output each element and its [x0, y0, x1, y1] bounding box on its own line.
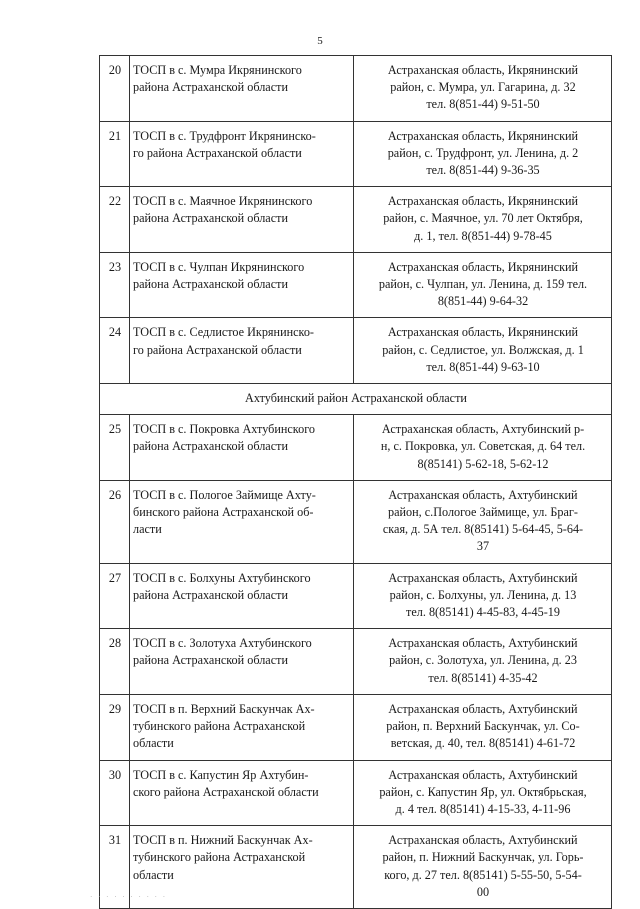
table-row [100, 187, 612, 253]
row-number: 25 [100, 415, 130, 481]
office-name-line: района Астраханской области [133, 211, 288, 226]
office-name-line: района Астраханской области [133, 277, 288, 292]
office-name-line: ТОСП в с. Пологое Займище Ахту- [133, 487, 316, 502]
office-address-line: д. 4 тел. 8(85141) 4-15-33, 4-11-96 [395, 801, 571, 816]
office-name-line: области [133, 736, 174, 751]
row-number: 21 [100, 121, 130, 187]
office-address-line: район, с. Золотуха, ул. Ленина, д. 23 [389, 653, 577, 668]
office-name [130, 187, 354, 253]
office-address-line: район, с. Капустин Яр, ул. Октябрьская, [379, 784, 587, 799]
office-name-line: ТОСП в с. Капустин Яр Ахтубин- [133, 767, 309, 782]
office-address-line: район, п. Верхний Баскунчак, ул. Со- [386, 719, 580, 734]
office-address-line: Астраханская область, Икрянинский [387, 63, 579, 77]
office-name [130, 252, 354, 318]
office-address-line: Астраханская область, Ахтубинский [388, 636, 578, 651]
office-name [130, 694, 354, 760]
office-name [130, 563, 354, 629]
row-number: 23 [100, 252, 130, 318]
office-name [130, 121, 354, 187]
table-row [100, 826, 612, 909]
office-address-line: район, с. Мумра, ул. Гагарина, д. 32 [390, 80, 576, 95]
office-name [130, 760, 354, 826]
office-address-line: Астраханская область, Ахтубинский [388, 833, 578, 848]
office-name-line: ТОСП в с. Мумра Икрянинского [133, 63, 302, 77]
table-row [100, 415, 612, 481]
registry-table [99, 55, 612, 909]
office-address-line: тел. 8(851-44) 9-63-10 [426, 359, 540, 374]
office-name-line: района Астраханской области [133, 80, 288, 95]
office-address-line: Астраханская область, Ахтубинский [388, 767, 578, 782]
office-address [354, 629, 612, 695]
table-row [100, 318, 612, 384]
table-row [100, 760, 612, 826]
row-number: 22 [100, 187, 130, 253]
section-header: Ахтубинский район Астраханской области [100, 384, 612, 415]
office-name [130, 415, 354, 481]
office-address-line: район, с. Чулпан, ул. Ленина, д. 159 тел. [378, 277, 588, 292]
office-name [130, 56, 354, 122]
office-address-line: 8(85141) 5-62-18, 5-62-12 [417, 456, 549, 471]
office-address [354, 121, 612, 187]
office-name [130, 629, 354, 695]
office-name-line: ТОСП в с. Трудфронт Икрянинско- [133, 128, 316, 143]
office-name-line: тубинского района Астраханской [133, 850, 306, 865]
office-address-line: район, с. Трудфронт, ул. Ленина, д. 2 [387, 145, 579, 160]
office-name-line: ского района Астраханской области [133, 784, 319, 799]
office-address-line: район, с.Пологое Займище, ул. Браг- [388, 505, 578, 520]
section-header-row [100, 384, 612, 415]
office-name-line: ТОСП в с. Болхуны Ахтубинского [133, 570, 311, 585]
table-row [100, 694, 612, 760]
table-row [100, 629, 612, 695]
office-address [354, 480, 612, 563]
office-name-line: бинского района Астраханской об- [133, 505, 314, 520]
office-name-line: ТОСП в с. Чулпан Икрянинского [133, 259, 305, 274]
office-name-line: ТОСП в с. Покровка Ахтубинского [133, 422, 315, 437]
office-name [130, 480, 354, 563]
office-name-line: тубинского района Астраханской [133, 719, 306, 734]
office-name-line: го района Астраханской области [133, 342, 302, 357]
office-address-line: тел. 8(851-44) 9-51-50 [426, 97, 540, 112]
row-number: 20 [100, 56, 130, 122]
row-number: 30 [100, 760, 130, 826]
registry-table-body [100, 56, 612, 909]
table-row [100, 480, 612, 563]
office-address-line: район, с. Седлистое, ул. Волжская, д. 1 [382, 342, 584, 357]
office-address [354, 56, 612, 122]
row-number: 28 [100, 629, 130, 695]
table-row [100, 121, 612, 187]
office-name-line: области [133, 867, 174, 882]
office-address-line: кого, д. 27 тел. 8(85141) 5-55-50, 5-54- [384, 867, 582, 882]
office-name-line: ТОСП в с. Золотуха Ахтубинского [133, 636, 312, 651]
table-row [100, 56, 612, 122]
office-address-line: 8(851-44) 9-64-32 [437, 294, 529, 309]
office-address-line: район, п. Нижний Баскунчак, ул. Горь- [382, 850, 584, 865]
office-address [354, 252, 612, 318]
table-row [100, 563, 612, 629]
office-address-line: тел. 8(851-44) 9-36-35 [426, 163, 540, 178]
table-row [100, 252, 612, 318]
row-number: 31 [100, 826, 130, 909]
office-name-line: района Астраханской области [133, 653, 288, 668]
office-name-line: ласти [133, 522, 162, 537]
office-address-line: 37 [476, 539, 490, 554]
office-address-line: д. 1, тел. 8(851-44) 9-78-45 [414, 228, 552, 243]
office-address-line: тел. 8(85141) 4-45-83, 4-45-19 [406, 605, 560, 620]
office-address [354, 187, 612, 253]
office-address [354, 694, 612, 760]
office-address-line: район, с. Маячное, ул. 70 лет Октября, [383, 211, 583, 226]
office-name-line: района Астраханской области [133, 587, 288, 602]
office-address-line: Астраханская область, Ахтубинский [388, 701, 578, 716]
office-name-line: района Астраханской области [133, 439, 288, 454]
row-number: 27 [100, 563, 130, 629]
office-address [354, 826, 612, 909]
office-address-line: ветская, д. 40, тел. 8(85141) 4-61-72 [390, 736, 576, 751]
row-number: 29 [100, 694, 130, 760]
office-address [354, 318, 612, 384]
scan-artifact: · · · · · · · · · · [90, 893, 168, 901]
office-name-line: ТОСП в п. Верхний Баскунчак Ах- [133, 701, 315, 716]
office-address-line: Астраханская область, Икрянинский [387, 325, 579, 340]
office-address-line: 00 [476, 884, 490, 899]
row-number: 24 [100, 318, 130, 384]
office-name-line: ТОСП в с. Седлистое Икрянинско- [133, 325, 314, 340]
page-number: 5 [317, 35, 323, 47]
office-address-line: тел. 8(85141) 4-35-42 [428, 670, 538, 685]
office-address-line: Астраханская область, Икрянинский [387, 259, 579, 274]
office-address-line: Астраханская область, Ахтубинский [388, 487, 578, 502]
office-name-line: ТОСП в с. Маячное Икрянинского [133, 194, 313, 209]
office-address-line: Астраханская область, Икрянинский [387, 128, 579, 143]
office-address-line: район, с. Болхуны, ул. Ленина, д. 13 [389, 587, 577, 602]
office-address [354, 563, 612, 629]
office-address-line: Астраханская область, Ахтубинский р- [381, 422, 585, 437]
office-address [354, 415, 612, 481]
office-name-line: ТОСП в п. Нижний Баскунчак Ах- [133, 833, 313, 848]
office-address-line: Астраханская область, Икрянинский [387, 194, 579, 209]
office-address-line: Астраханская область, Ахтубинский [388, 570, 578, 585]
office-name [130, 318, 354, 384]
office-address-line: ская, д. 5А тел. 8(85141) 5-64-45, 5-64- [382, 522, 584, 537]
office-address-line: н, с. Покровка, ул. Советская, д. 64 тел. [380, 439, 586, 454]
row-number: 26 [100, 480, 130, 563]
office-name-line: го района Астраханской области [133, 145, 302, 160]
office-address [354, 760, 612, 826]
